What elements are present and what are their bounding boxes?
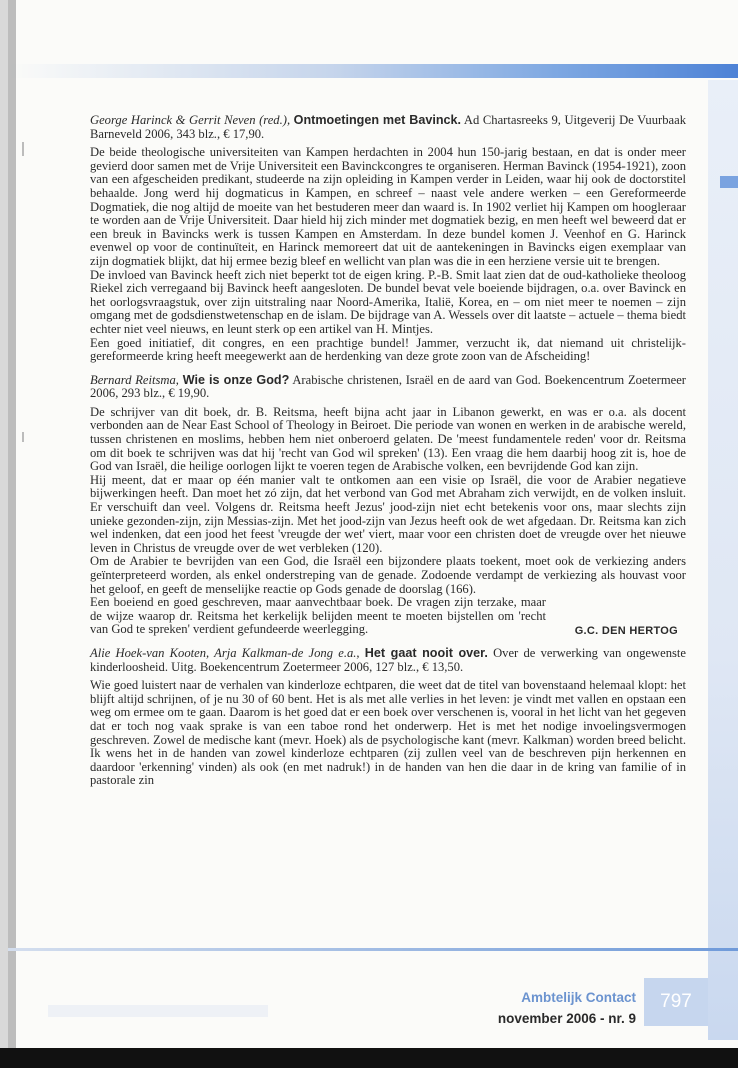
- footer-rule: [8, 948, 738, 951]
- closing-paragraph-wrap: [90, 596, 686, 637]
- book-authors: Alie Hoek-van Kooten, Arja Kalkman-de Jong e.a.,: [90, 645, 360, 660]
- review-paragraph: Hij meent, dat er maar op één manier valt te ontkomen aan een visie op Israël, die voor de Arabier negatieve bijwerkingen heeft. Dan moet het zó zijn, dat het verbond van God met Abraham zich verwijdt, en de volken insluit. Er verschuift dan veel. Volgens dr. Reitsma heeft Jezus' jood-zijn niet echt betekenis voor ons, maar slechts zijn unieke gezonden-zijn, zijn Messias-zijn. Met het jood-zijn van Jezus heeft ook de wet afgedaan. Dr. Reitsma kan zich wel indenken, dat een jood het feest 'vreugde der wet' viert, maar voor een christen doet de vreugde over het nieuwe leven in Christus de vreugde over de wet verbleken (120).: [90, 472, 686, 555]
- issue-label: november 2006 - nr. 9: [497, 1011, 636, 1026]
- review-paragraph: Wie goed luistert naar de verhalen van kinderloze echtparen, die weet dat de titel van bovenstaand helemaal klopt: het blijft altijd schrijnen, of je nu 30 of 60 bent. Het is als met alle verlies in het leven: je vindt met vallen en opstaan een weg om ermee om te gaan. Daarom is het goed dat er een boek over verschenen is, vooral in het licht van het gegeven dat er toch nog vaak sprake is van een taboe rond het onderwerp. Het is met het nodige invoelingsvermogen geschreven. Zowel de medische kant (mevr. Hoek) als de psychologische kant (mevr. Kalkman) worden breed belicht. Ik wens het in de handen van zowel kinderloze echtparen (zij zullen veel van de beschreven pijn herkennen en daardoor 'erkenning' vinden) als ook (en met nadruk!) in de handen van hen die daar in de kring van familie of in pastorale zin: [90, 678, 686, 788]
- book-citation: [90, 647, 686, 674]
- page-edge: [8, 0, 16, 1048]
- book-publication: Over de verwerking van ongewenste kinderloosheid. Uitg. Boekencentrum Zoetermeer 2006, 127 blz., € 13,50.: [90, 645, 686, 674]
- reviewer-signature: G.C. DEN HERTOG: [574, 625, 678, 638]
- book-publication: Ad Chartasreeks 9, Uitgeverij De Vuurbaak Barneveld 2006, 343 blz., € 17,90.: [90, 113, 686, 141]
- header-rule: [8, 64, 738, 78]
- review-paragraph: De invloed van Bavinck heeft zich niet beperkt tot de eigen kring. P.-B. Smit laat zien dat de oud-katholieke theoloog Riekel zich verregaand bij Bavinck heeft aangesloten. De bundel bevat vele boeiende bijdragen, o.a. over Bavinck en het oorlogsvraagstuk, over zijn uitstraling naar Noord-Amerika, Italië, Korea, en – om niet meer te noemen – zijn omgang met de godsdienstwetenschap en de islam. De bijdrage van A. Wessels over dit laatste – actuele – thema biedt echter niet veel nieuws, en leunt sterk op een artikel van H. Mintjes.: [90, 267, 686, 336]
- footer-ghost-text: [48, 1005, 268, 1017]
- scan-border: [0, 1048, 738, 1068]
- book-citation: [90, 114, 686, 141]
- review-bavinck: [90, 114, 686, 364]
- review-column: [90, 114, 686, 788]
- review-paragraph: De beide theologische universiteiten van Kampen herdachten in 2004 hun 150-jarig bestaan, en dat is onder meer gevierd door samen met de Vrije Universiteit een Bavinckcongres te organiseren. Herman Bavinck (1954-1921), zoon van een afgescheiden predikant, studeerde na zijn opleiding in Kampen verder in Leiden, waar hij ook de doctorstitel behaalde. Jong werd hij dogmaticus in Kampen, en schreef – naast vele andere werken – een Gereformeerde Dogmatiek, die nog altijd de moeite van het bestuderen meer dan waard is. In 1902 verliet hij Kampen om hoogleraar te worden aan de Vrije Universiteit. Daar hield hij zich minder met dogmatiek bezig, en men heeft wel beweerd dat er een breuk in Bavincks werk is tussen Kampen en Amsterdam. In deze bundel komen J. Veenhof en G. Harinck evenwel op voor de continuïteit, en Harinck memoreert dat uit de aantekeningen in Bavincks eigen exemplaar van zijn dogmatiek blijkt, dat hij ermee bezig bleef en wellicht van plan was die in een herziene versie uit te brengen.: [90, 145, 686, 268]
- book-citation: [90, 374, 686, 401]
- book-authors: George Harinck & Gerrit Neven (red.),: [90, 113, 291, 127]
- book-publication: Arabische christenen, Israël en de aard van God. Boekencentrum Zoetermeer 2006, 293 blz., € 19,90.: [90, 372, 686, 401]
- review-kinderloosheid: [90, 647, 686, 788]
- margin-mark: [22, 432, 24, 442]
- book-authors: Bernard Reitsma,: [90, 372, 179, 387]
- magazine-page: [8, 0, 738, 1048]
- review-paragraph: Een goed initiatief, dit congres, en een prachtige bundel! Jammer, verzucht ik, dat niemand uit christelijk-gereformeerde kring heeft meegewerkt aan de herdenking van deze grote zoon van de Afscheiding!: [90, 335, 686, 364]
- review-paragraph: Een boeiend en goed geschreven, maar aanvechtbaar boek. De vragen zijn terzake, maar de wijze waarop dr. Reitsma het kerkelijk belijden meent te moeten bijstellen om 'recht van God te spreken' verdient gefundeerde weerlegging.: [90, 595, 546, 637]
- book-title: Het gaat nooit over.: [364, 645, 488, 660]
- side-tab-marker: [720, 176, 738, 188]
- page-number: 797: [660, 991, 692, 1012]
- review-paragraph: De schrijver van dit boek, dr. B. Reitsma, heeft bijna acht jaar in Libanon gewerkt, en was er o.a. als docent verbonden aan de Near East School of Theology in Beiroet. Die periode van wonen en werken in de arabische wereld, tussen christenen en moslims, hebben hem niet onberoerd gelaten. De 'meest fundamentele reden' voor dr. Reitsma om dit boek te schrijven was dat hij 'recht van God wil spreken' (13). Een vraag die hem daarbij hoog zit is, hoe de God van Israël, die heilige oorlogen lijkt te voeren tegen de Arabische volken, een bevrijdende God kan zijn.: [90, 404, 686, 474]
- book-title: Wie is onze God?: [182, 372, 290, 387]
- magazine-name: Ambtelijk Contact: [521, 990, 636, 1005]
- margin-mark: [22, 142, 24, 156]
- review-reitsma: [90, 374, 686, 637]
- side-strip: [708, 80, 738, 1040]
- review-paragraph: Om de Arabier te bevrijden van een God, die Israël een bijzondere plaats toekent, moet ook de verkiezing anders geïnterpreteerd worden, als enkel onderstreping van de genade. Zodoende verdampt de verkiezing als houvast voor het geloof, en geeft de menselijke reactie op Gods genade de doorslag (166).: [90, 554, 686, 596]
- book-title: Ontmoetingen met Bavinck.: [293, 113, 462, 127]
